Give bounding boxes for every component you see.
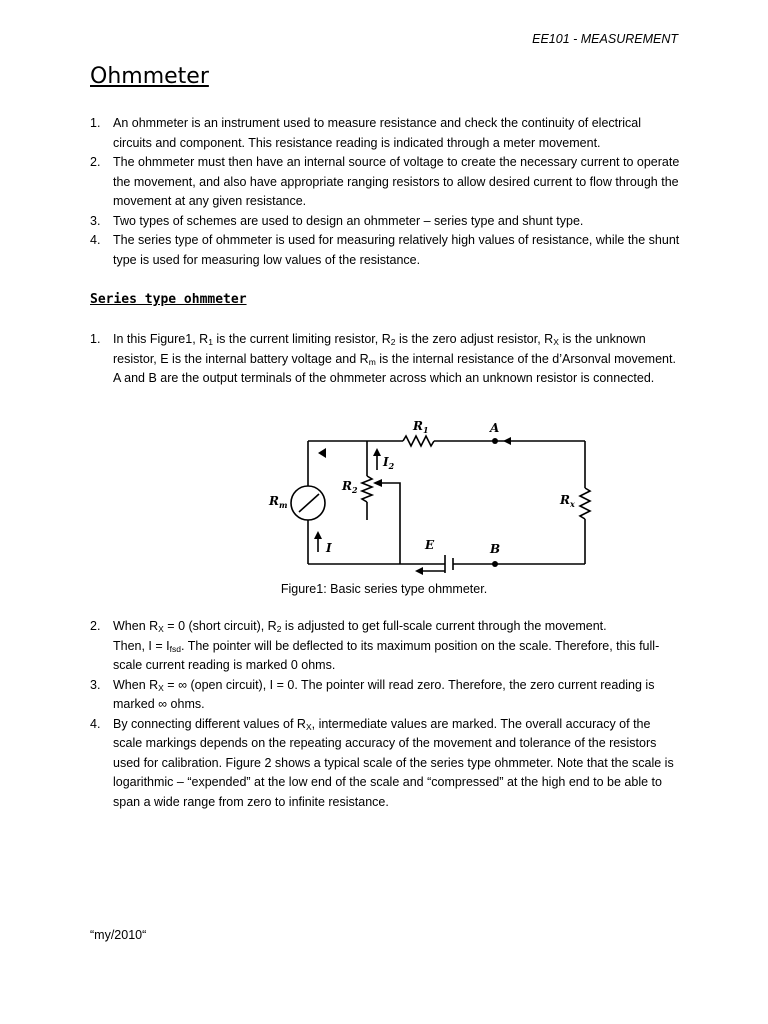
list-item [90,715,680,813]
figure-caption: Figure1: Basic series type ohmmeter. [280,582,488,596]
list-number: 4. [90,233,101,247]
terminal-b-label: B [490,542,501,556]
list-number: 4. [90,716,101,731]
list-number: 1. [90,332,101,346]
list-number: 3. [90,213,101,228]
list-text: When $R_X$ = ∞ (open circuit), I = 0. The pointer will read zero. Therefore, the zero current reading is marked ∞ ohms. [113,677,655,711]
list-text: In this Figure1, $R_1$ is the current limiting resistor, $R_2$ is the zero adjust resistor, $R_X$ is the unknown resistor, E is the internal battery voltage and $R_m$ is the internal resistance of the d’Arsonval movement. A and B are the output terminals of the ohmmeter across which an unknown resistor is connected. [113,332,676,385]
i-label: I [326,541,332,555]
list-number: 3. [90,677,101,692]
list-text: The ohmmeter must then have an internal source of voltage to create the necessary current to operate the movement, and also have appropriate ranging resistors to allow desired current to flow through the movement at any given resistance. [113,155,680,208]
list-item [90,231,680,270]
list-number: 1. [90,116,101,130]
list-text: The series type of ohmmeter is used for measuring relatively high values of resistance, while the shunt type is used for measuring low values of the resistance. [113,233,680,267]
series-list-intro [90,330,680,389]
list-text: By connecting different values of $R_X$, intermediate values are marked. The overall accuracy of the scale markings depends on the repeating accuracy of the movement and tolerance of the resistors used for calibration. Figure 2 shows a typical scale of the series type ohmmeter. Note that the scale is logarithmic – “expended” at the low end of the scale and “compressed” at the high end to be able to span a wide range from zero to infinite resistance. [113,716,674,809]
e-label: E [425,538,435,552]
series-list-details [90,617,680,812]
list-number: 2. [90,155,101,169]
terminal-a-label: A [490,421,500,435]
circuit-diagram [255,408,600,576]
page-header: EE101 - MEASUREMENT [532,32,678,46]
list-item [90,114,680,153]
list-item [90,676,680,715]
rx-label: $R_x$ [560,493,575,509]
list-item [90,617,680,676]
list-item [90,153,680,212]
page-footer: “my/2010“ [90,928,147,942]
list-item [90,330,680,389]
intro-list [90,114,680,270]
list-number: 2. [90,619,101,633]
r1-label: $R_1$ [413,419,429,435]
list-text: Two types of schemes are used to design an ohmmeter – series type and shunt type. [113,213,584,228]
list-item [90,212,680,232]
i2-label: $I_2$ [383,455,395,471]
r2-label: $R_2$ [342,479,358,495]
page-title: Ohmmeter [90,64,209,89]
rm-label: $R_m$ [269,494,288,510]
list-text: An ohmmeter is an instrument used to measure resistance and check the continuity of electrical circuits and component. This resistance reading is indicated through a meter movement. [113,116,642,150]
list-text: When $R_X = 0$ (short circuit), $R_2$ is adjusted to get full-scale current through the movement. Then, $I = I_{fsd}$. The pointer will be deflected to its maximum position on the scale. Therefore, this full-scale current reading is marked 0 ohms. [113,619,660,672]
section-title: Series type ohmmeter [90,292,247,307]
